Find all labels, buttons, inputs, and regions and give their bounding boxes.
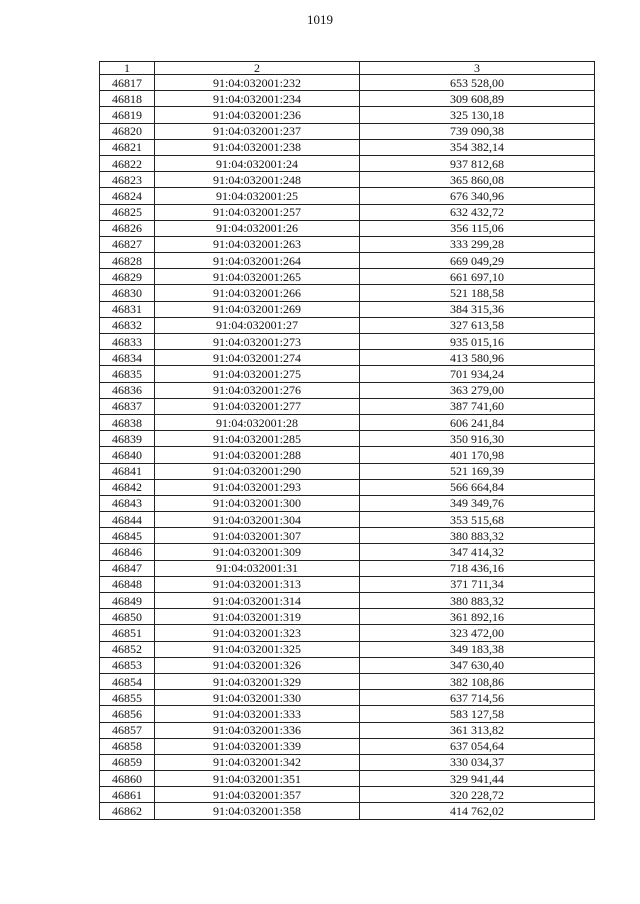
table-row bbox=[100, 382, 595, 398]
data-table bbox=[99, 61, 595, 820]
cadastral-number-cell: 91:04:032001:330 bbox=[155, 690, 360, 706]
table-row bbox=[100, 236, 595, 252]
cadastral-number-cell: 91:04:032001:276 bbox=[155, 382, 360, 398]
row-number-cell: 46824 bbox=[100, 188, 155, 204]
table-row bbox=[100, 172, 595, 188]
cadastral-number-cell: 91:04:032001:351 bbox=[155, 771, 360, 787]
cadastral-number-cell: 91:04:032001:319 bbox=[155, 609, 360, 625]
value-cell: 333 299,28 bbox=[360, 236, 595, 252]
row-number-cell: 46843 bbox=[100, 495, 155, 511]
cadastral-number-cell: 91:04:032001:329 bbox=[155, 673, 360, 689]
table-row bbox=[100, 495, 595, 511]
value-cell: 718 436,16 bbox=[360, 560, 595, 576]
table-row bbox=[100, 139, 595, 155]
cadastral-number-cell: 91:04:032001:27 bbox=[155, 317, 360, 333]
table-row bbox=[100, 366, 595, 382]
row-number-cell: 46855 bbox=[100, 690, 155, 706]
table-row bbox=[100, 673, 595, 689]
value-cell: 937 812,68 bbox=[360, 155, 595, 171]
cadastral-number-cell: 91:04:032001:290 bbox=[155, 463, 360, 479]
value-cell: 356 115,06 bbox=[360, 220, 595, 236]
value-cell: 637 714,56 bbox=[360, 690, 595, 706]
row-number-cell: 46852 bbox=[100, 641, 155, 657]
table-row bbox=[100, 657, 595, 673]
table-row bbox=[100, 447, 595, 463]
row-number-cell: 46819 bbox=[100, 107, 155, 123]
cadastral-number-cell: 91:04:032001:234 bbox=[155, 91, 360, 107]
table-row bbox=[100, 414, 595, 430]
row-number-cell: 46823 bbox=[100, 172, 155, 188]
row-number-cell: 46826 bbox=[100, 220, 155, 236]
cadastral-number-cell: 91:04:032001:325 bbox=[155, 641, 360, 657]
row-number-cell: 46858 bbox=[100, 738, 155, 754]
row-number-cell: 46861 bbox=[100, 787, 155, 803]
table-row bbox=[100, 576, 595, 592]
cadastral-number-cell: 91:04:032001:333 bbox=[155, 706, 360, 722]
row-number-cell: 46850 bbox=[100, 609, 155, 625]
table-row bbox=[100, 398, 595, 414]
table-row bbox=[100, 91, 595, 107]
table-row bbox=[100, 787, 595, 803]
value-cell: 309 608,89 bbox=[360, 91, 595, 107]
value-cell: 320 228,72 bbox=[360, 787, 595, 803]
value-cell: 401 170,98 bbox=[360, 447, 595, 463]
row-number-cell: 46837 bbox=[100, 398, 155, 414]
cadastral-number-cell: 91:04:032001:264 bbox=[155, 253, 360, 269]
value-cell: 353 515,68 bbox=[360, 512, 595, 528]
cadastral-number-cell: 91:04:032001:25 bbox=[155, 188, 360, 204]
row-number-cell: 46838 bbox=[100, 414, 155, 430]
column-header: 2 bbox=[155, 62, 360, 75]
table-row bbox=[100, 512, 595, 528]
value-cell: 701 934,24 bbox=[360, 366, 595, 382]
table-row bbox=[100, 722, 595, 738]
cadastral-number-cell: 91:04:032001:31 bbox=[155, 560, 360, 576]
table-body bbox=[100, 62, 595, 820]
cadastral-number-cell: 91:04:032001:300 bbox=[155, 495, 360, 511]
table-row bbox=[100, 269, 595, 285]
value-cell: 661 697,10 bbox=[360, 269, 595, 285]
cadastral-number-cell: 91:04:032001:273 bbox=[155, 334, 360, 350]
value-cell: 382 108,86 bbox=[360, 673, 595, 689]
cadastral-number-cell: 91:04:032001:266 bbox=[155, 285, 360, 301]
cadastral-number-cell: 91:04:032001:257 bbox=[155, 204, 360, 220]
cadastral-number-cell: 91:04:032001:248 bbox=[155, 172, 360, 188]
row-number-cell: 46859 bbox=[100, 754, 155, 770]
table-row bbox=[100, 690, 595, 706]
value-cell: 361 313,82 bbox=[360, 722, 595, 738]
value-cell: 632 432,72 bbox=[360, 204, 595, 220]
cadastral-number-cell: 91:04:032001:326 bbox=[155, 657, 360, 673]
row-number-cell: 46839 bbox=[100, 431, 155, 447]
row-number-cell: 46853 bbox=[100, 657, 155, 673]
value-cell: 380 883,32 bbox=[360, 593, 595, 609]
row-number-cell: 46817 bbox=[100, 75, 155, 91]
cadastral-number-cell: 91:04:032001:237 bbox=[155, 123, 360, 139]
row-number-cell: 46818 bbox=[100, 91, 155, 107]
value-cell: 323 472,00 bbox=[360, 625, 595, 641]
table-row bbox=[100, 625, 595, 641]
value-cell: 566 664,84 bbox=[360, 479, 595, 495]
table-row bbox=[100, 204, 595, 220]
table-row bbox=[100, 285, 595, 301]
table-row bbox=[100, 738, 595, 754]
table-header-row bbox=[100, 62, 595, 75]
value-cell: 354 382,14 bbox=[360, 139, 595, 155]
table-row bbox=[100, 754, 595, 770]
value-cell: 327 613,58 bbox=[360, 317, 595, 333]
row-number-cell: 46829 bbox=[100, 269, 155, 285]
column-header: 3 bbox=[360, 62, 595, 75]
table-row bbox=[100, 560, 595, 576]
cadastral-number-cell: 91:04:032001:285 bbox=[155, 431, 360, 447]
cadastral-number-cell: 91:04:032001:288 bbox=[155, 447, 360, 463]
value-cell: 347 630,40 bbox=[360, 657, 595, 673]
cadastral-number-cell: 91:04:032001:28 bbox=[155, 414, 360, 430]
table-row bbox=[100, 123, 595, 139]
row-number-cell: 46846 bbox=[100, 544, 155, 560]
cadastral-number-cell: 91:04:032001:342 bbox=[155, 754, 360, 770]
table-row bbox=[100, 431, 595, 447]
value-cell: 739 090,38 bbox=[360, 123, 595, 139]
table-row bbox=[100, 479, 595, 495]
row-number-cell: 46820 bbox=[100, 123, 155, 139]
row-number-cell: 46844 bbox=[100, 512, 155, 528]
value-cell: 521 169,39 bbox=[360, 463, 595, 479]
value-cell: 387 741,60 bbox=[360, 398, 595, 414]
cadastral-number-cell: 91:04:032001:357 bbox=[155, 787, 360, 803]
table-row bbox=[100, 593, 595, 609]
value-cell: 330 034,37 bbox=[360, 754, 595, 770]
cadastral-number-cell: 91:04:032001:263 bbox=[155, 236, 360, 252]
table-row bbox=[100, 641, 595, 657]
cadastral-number-cell: 91:04:032001:26 bbox=[155, 220, 360, 236]
table-row bbox=[100, 301, 595, 317]
cadastral-number-cell: 91:04:032001:275 bbox=[155, 366, 360, 382]
table-row bbox=[100, 706, 595, 722]
value-cell: 365 860,08 bbox=[360, 172, 595, 188]
table-row bbox=[100, 188, 595, 204]
cadastral-number-cell: 91:04:032001:314 bbox=[155, 593, 360, 609]
value-cell: 676 340,96 bbox=[360, 188, 595, 204]
row-number-cell: 46856 bbox=[100, 706, 155, 722]
row-number-cell: 46828 bbox=[100, 253, 155, 269]
value-cell: 653 528,00 bbox=[360, 75, 595, 91]
cadastral-number-cell: 91:04:032001:238 bbox=[155, 139, 360, 155]
row-number-cell: 46854 bbox=[100, 673, 155, 689]
row-number-cell: 46822 bbox=[100, 155, 155, 171]
cadastral-number-cell: 91:04:032001:265 bbox=[155, 269, 360, 285]
table-row bbox=[100, 350, 595, 366]
row-number-cell: 46827 bbox=[100, 236, 155, 252]
table-row bbox=[100, 253, 595, 269]
table-row bbox=[100, 528, 595, 544]
table-row bbox=[100, 609, 595, 625]
value-cell: 329 941,44 bbox=[360, 771, 595, 787]
row-number-cell: 46848 bbox=[100, 576, 155, 592]
row-number-cell: 46841 bbox=[100, 463, 155, 479]
value-cell: 350 916,30 bbox=[360, 431, 595, 447]
cadastral-number-cell: 91:04:032001:309 bbox=[155, 544, 360, 560]
value-cell: 349 349,76 bbox=[360, 495, 595, 511]
page-number: 1019 bbox=[307, 12, 333, 27]
row-number-cell: 46849 bbox=[100, 593, 155, 609]
row-number-cell: 46862 bbox=[100, 803, 155, 819]
table-row bbox=[100, 544, 595, 560]
value-cell: 371 711,34 bbox=[360, 576, 595, 592]
value-cell: 384 315,36 bbox=[360, 301, 595, 317]
cadastral-number-cell: 91:04:032001:236 bbox=[155, 107, 360, 123]
row-number-cell: 46833 bbox=[100, 334, 155, 350]
cadastral-number-cell: 91:04:032001:232 bbox=[155, 75, 360, 91]
value-cell: 363 279,00 bbox=[360, 382, 595, 398]
table-row bbox=[100, 155, 595, 171]
cadastral-number-cell: 91:04:032001:358 bbox=[155, 803, 360, 819]
value-cell: 935 015,16 bbox=[360, 334, 595, 350]
table-row bbox=[100, 334, 595, 350]
cadastral-number-cell: 91:04:032001:323 bbox=[155, 625, 360, 641]
value-cell: 349 183,38 bbox=[360, 641, 595, 657]
cadastral-number-cell: 91:04:032001:313 bbox=[155, 576, 360, 592]
row-number-cell: 46831 bbox=[100, 301, 155, 317]
value-cell: 583 127,58 bbox=[360, 706, 595, 722]
row-number-cell: 46847 bbox=[100, 560, 155, 576]
value-cell: 347 414,32 bbox=[360, 544, 595, 560]
table-row bbox=[100, 771, 595, 787]
row-number-cell: 46835 bbox=[100, 366, 155, 382]
row-number-cell: 46857 bbox=[100, 722, 155, 738]
row-number-cell: 46845 bbox=[100, 528, 155, 544]
row-number-cell: 46851 bbox=[100, 625, 155, 641]
value-cell: 637 054,64 bbox=[360, 738, 595, 754]
row-number-cell: 46842 bbox=[100, 479, 155, 495]
row-number-cell: 46836 bbox=[100, 382, 155, 398]
cadastral-number-cell: 91:04:032001:339 bbox=[155, 738, 360, 754]
value-cell: 414 762,02 bbox=[360, 803, 595, 819]
table-row bbox=[100, 107, 595, 123]
value-cell: 413 580,96 bbox=[360, 350, 595, 366]
row-number-cell: 46825 bbox=[100, 204, 155, 220]
cadastral-number-cell: 91:04:032001:274 bbox=[155, 350, 360, 366]
cadastral-number-cell: 91:04:032001:336 bbox=[155, 722, 360, 738]
table-row bbox=[100, 463, 595, 479]
value-cell: 521 188,58 bbox=[360, 285, 595, 301]
cadastral-number-cell: 91:04:032001:24 bbox=[155, 155, 360, 171]
row-number-cell: 46834 bbox=[100, 350, 155, 366]
row-number-cell: 46830 bbox=[100, 285, 155, 301]
cadastral-number-cell: 91:04:032001:269 bbox=[155, 301, 360, 317]
value-cell: 380 883,32 bbox=[360, 528, 595, 544]
row-number-cell: 46821 bbox=[100, 139, 155, 155]
row-number-cell: 46860 bbox=[100, 771, 155, 787]
row-number-cell: 46840 bbox=[100, 447, 155, 463]
table-row bbox=[100, 803, 595, 819]
value-cell: 325 130,18 bbox=[360, 107, 595, 123]
cadastral-number-cell: 91:04:032001:277 bbox=[155, 398, 360, 414]
cadastral-number-cell: 91:04:032001:307 bbox=[155, 528, 360, 544]
column-header: 1 bbox=[100, 62, 155, 75]
value-cell: 606 241,84 bbox=[360, 414, 595, 430]
row-number-cell: 46832 bbox=[100, 317, 155, 333]
table-row bbox=[100, 75, 595, 91]
cadastral-number-cell: 91:04:032001:293 bbox=[155, 479, 360, 495]
cadastral-number-cell: 91:04:032001:304 bbox=[155, 512, 360, 528]
table-row bbox=[100, 317, 595, 333]
table-row bbox=[100, 220, 595, 236]
value-cell: 361 892,16 bbox=[360, 609, 595, 625]
value-cell: 669 049,29 bbox=[360, 253, 595, 269]
